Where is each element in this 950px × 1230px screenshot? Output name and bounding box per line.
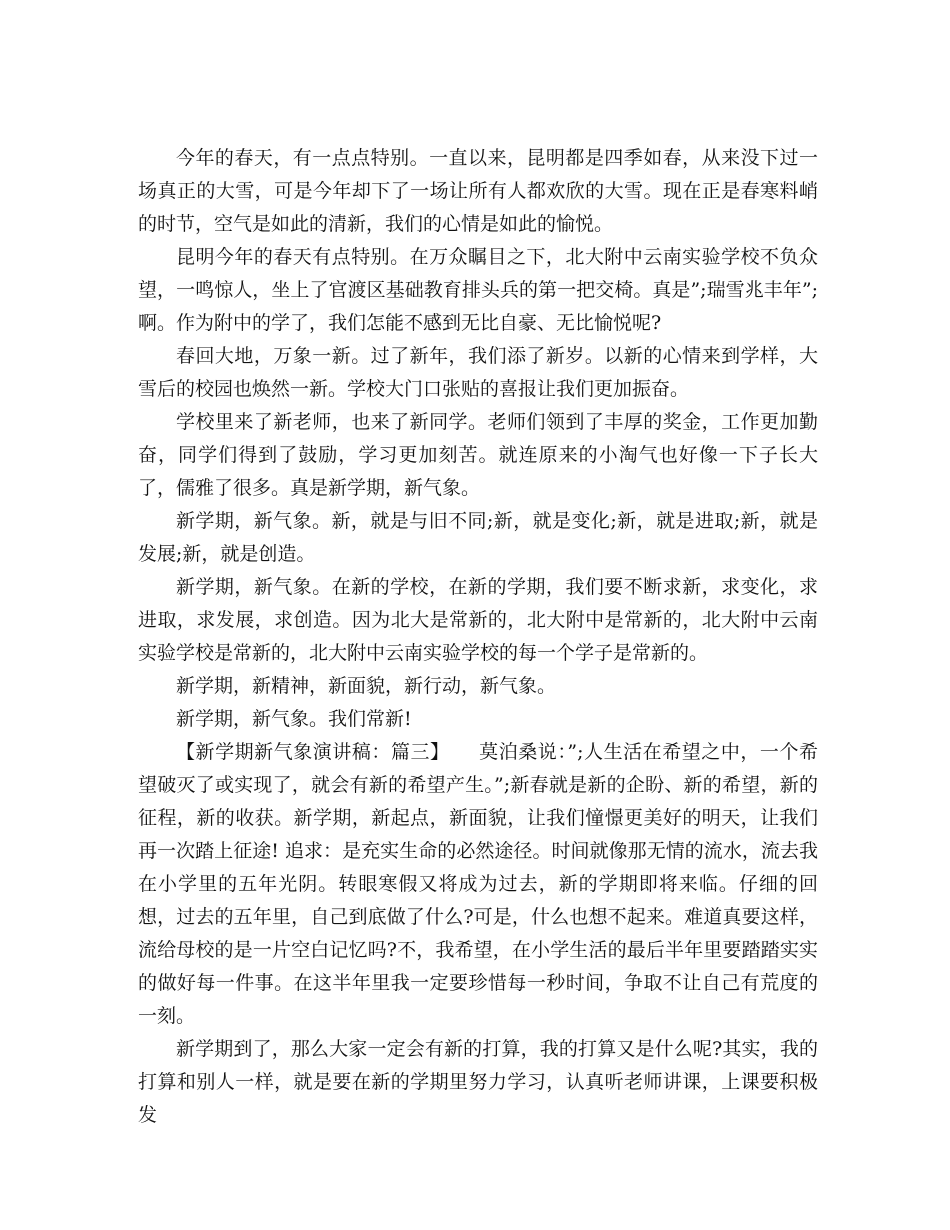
paragraph-8: 新学期，新气象。我们常新! bbox=[176, 708, 412, 730]
paragraph-1: 今年的春天，有一点点特别。一直以来，昆明都是四季如春，从来没下过一场真正的大雪，可是今年却下了一场让所有人都欢欣的大雪。现在正是春寒料峭的时节，空气是如此的清新，我们的心情是如此的愉悦。 bbox=[138, 147, 818, 235]
paragraph-10: 新学期到了，那么大家一定会有新的打算，我的打算又是什么呢?其实，我的打算和别人一样，就是要在新的学期里努力学习，认真听老师讲课，上课要积极发 bbox=[138, 1038, 818, 1126]
paragraph-5: 新学期，新气象。新，就是与旧不同;新，就是变化;新，就是进取;新，就是发展;新，就是创造。 bbox=[138, 510, 818, 565]
paragraph-2: 昆明今年的春天有点特别。在万众瞩目之下，北大附中云南实验学校不负众望，一鸣惊人，坐上了官渡区基础教育排头兵的第一把交椅。真是”;瑞雪兆丰年”;啊。作为附中的学了，我们怎能不感到无比自豪、无比愉悦呢? bbox=[138, 246, 818, 334]
document-body bbox=[138, 142, 818, 1132]
paragraph-9: 【新学期新气象演讲稿：篇三】 莫泊桑说：”;人生活在希望之中，一个希望破灭了或实现了，就会有新的希望产生。”;新春就是新的企盼、新的希望，新的征程，新的收获。新学期，新起点，新面貌，让我们憧憬更美好的明天，让我们再一次踏上征途! 追求：是充实生命的必然途径。时间就像那无情的流水，流去我在小学里的五年光阴。转眼寒假又将成为过去，新的学期即将来临。仔细的回想，过去的五年里，自己到底做了什么?可是，什么也想不起来。难道真要这样，流给母校的是一片空白记忆吗?不，我希望，在小学生活的最后半年里要踏踏实实的做好每一件事。在这半年里我一定要珍惜每一秒时间，争取不让自己有荒度的一刻。 bbox=[138, 741, 818, 1027]
paragraph-7: 新学期，新精神，新面貌，新行动，新气象。 bbox=[176, 675, 557, 697]
paragraph-6: 新学期，新气象。在新的学校，在新的学期，我们要不断求新，求变化，求进取，求发展，求创造。因为北大是常新的，北大附中是常新的，北大附中云南实验学校是常新的，北大附中云南实验学校的每一个学子是常新的。 bbox=[138, 576, 818, 664]
paragraph-3: 春回大地，万象一新。过了新年，我们添了新岁。以新的心情来到学样，大雪后的校园也焕然一新。学校大门口张贴的喜报让我们更加振奋。 bbox=[138, 345, 818, 400]
paragraph-4: 学校里来了新老师，也来了新同学。老师们领到了丰厚的奖金，工作更加勤奋，同学们得到了鼓励，学习更加刻苦。就连原来的小淘气也好像一下子长大了，儒雅了很多。真是新学期，新气象。 bbox=[138, 411, 818, 499]
